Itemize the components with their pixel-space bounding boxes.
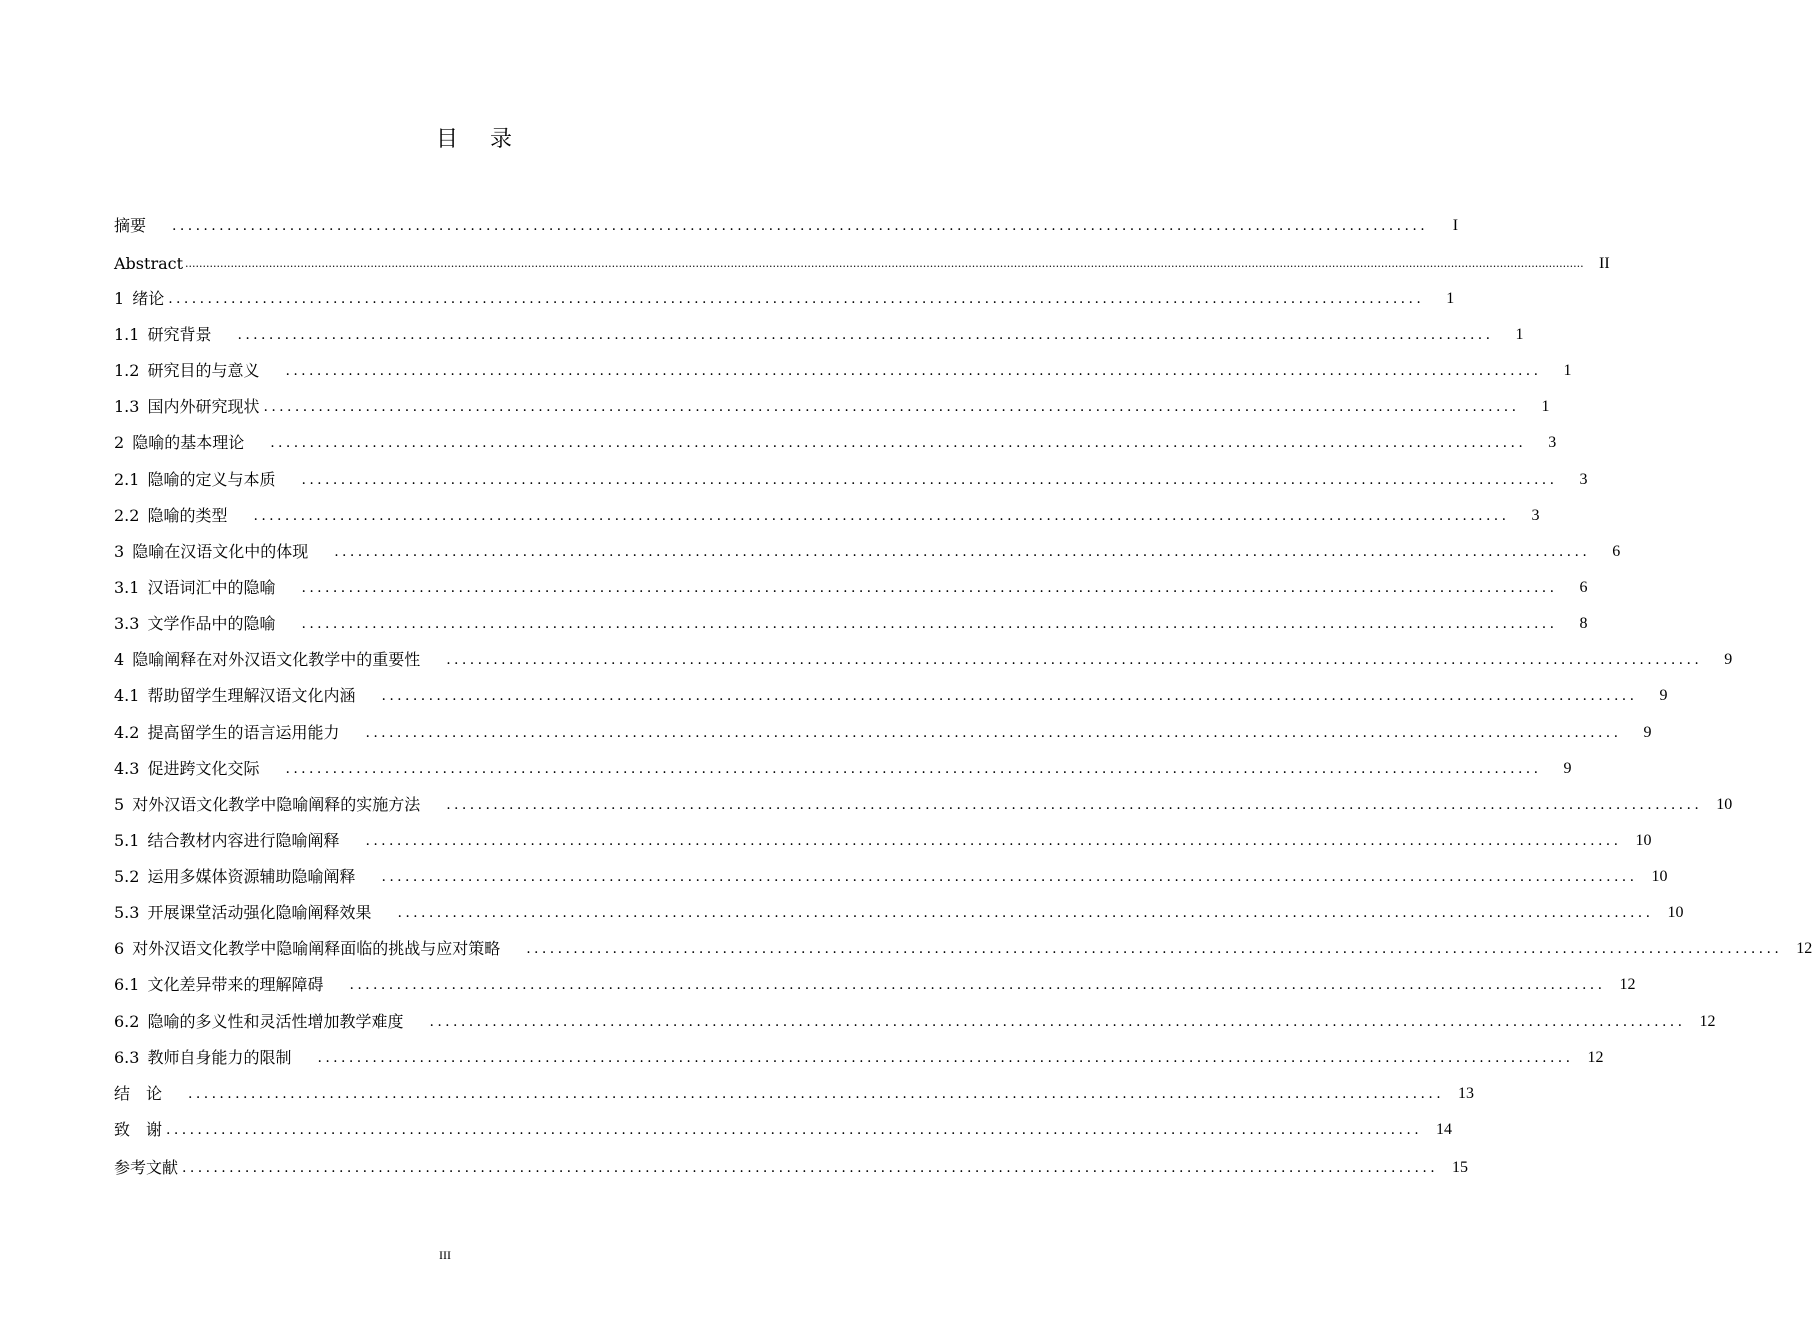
toc-entry-label <box>114 1044 291 1072</box>
dot-leader: ................................................................................................................................................................ <box>334 544 1591 560</box>
toc-entry-title: 提高留学生的语言运用能力 <box>147 723 340 742</box>
toc-entry-page-number: 9 <box>1659 687 1668 704</box>
toc-entry-label <box>114 1080 162 1108</box>
toc-entry[interactable] <box>114 791 1733 819</box>
toc-entry[interactable] <box>114 971 1636 999</box>
toc-entry-number: 6.1 <box>114 975 140 994</box>
toc-entry-number: 3 <box>114 542 125 561</box>
dot-leader: ................................................................................................................................................................ <box>301 616 1558 632</box>
toc-entry-title: 研究目的与意义 <box>147 361 260 380</box>
toc-entry-page-number: II <box>1599 255 1610 272</box>
toc-entry-number: 2.1 <box>114 470 140 489</box>
toc-entry[interactable] <box>114 250 1610 278</box>
toc-entry-label <box>114 971 323 999</box>
toc-entry[interactable] <box>114 682 1668 710</box>
toc-entry-page-number: 9 <box>1724 651 1733 668</box>
dot-leader: ................................................................................................................................................................ <box>381 688 1638 704</box>
toc-entry-number: 5 <box>114 795 125 814</box>
toc-entry[interactable] <box>114 755 1572 783</box>
toc-entry-title: 文化差异带来的理解障碍 <box>147 975 324 994</box>
toc-entry-label <box>114 899 371 927</box>
toc-entry[interactable] <box>114 827 1652 855</box>
toc-entry-number: 6 <box>114 939 125 958</box>
toc-entry-label <box>114 429 244 457</box>
toc-entry-title: 文学作品中的隐喻 <box>147 614 276 633</box>
toc-entry-title: 隐喻的定义与本质 <box>147 470 276 489</box>
toc-entry-title: 致 谢 <box>114 1120 163 1139</box>
toc-entry-title: 隐喻的多义性和灵活性增加教学难度 <box>147 1012 404 1031</box>
toc-entry[interactable] <box>114 935 1812 963</box>
toc-entry-page-number: 6 <box>1612 543 1621 560</box>
toc-entry-number: 5.1 <box>114 831 140 850</box>
toc-entry-title: 隐喻的类型 <box>147 506 228 525</box>
dot-leader: ................................................................................................................................................................ <box>301 472 1558 488</box>
dot-leader: ................................................................................................................................................................ <box>285 761 1542 777</box>
toc-entry-page-number: 15 <box>1452 1159 1469 1176</box>
toc-entry-title: 对外汉语文化教学中隐喻阐释面临的挑战与应对策略 <box>132 939 501 958</box>
toc-entry-page-number: 10 <box>1635 832 1652 849</box>
toc-entry-number: 4.1 <box>114 686 140 705</box>
toc-entry[interactable] <box>114 646 1733 674</box>
toc-entry-page-number: 9 <box>1563 760 1572 777</box>
toc-entry[interactable] <box>114 719 1652 747</box>
toc-entry-label <box>114 935 500 963</box>
toc-entry-number: 2 <box>114 433 125 452</box>
toc-entry-label <box>114 646 420 674</box>
dot-leader: ................................................................................................................................................................ <box>270 435 1527 451</box>
dot-leader: ................................................................................................................................................................ <box>253 508 1510 524</box>
toc-entry-number: 2.2 <box>114 506 140 525</box>
dot-leader: ................................................................................................................................................................ <box>365 725 1622 741</box>
toc-entry-title: 汉语词汇中的隐喻 <box>147 578 276 597</box>
toc-entry-label <box>114 502 227 530</box>
dot-leader: ................................................................................................................................................................ <box>317 1050 1574 1066</box>
toc-entry-label <box>114 1008 403 1036</box>
dot-leader: ................................................................................................................................................................ <box>446 652 1703 668</box>
toc-entry-page-number: 6 <box>1579 579 1588 596</box>
toc-entry-number: 1.3 <box>114 397 140 416</box>
toc-entry-title: 国内外研究现状 <box>147 397 260 416</box>
toc-entry[interactable] <box>114 1154 1469 1182</box>
toc-entry-title: 研究背景 <box>147 325 212 344</box>
toc-entry-label <box>114 321 211 349</box>
toc-entry-label <box>114 212 146 240</box>
toc-entry-page-number: 12 <box>1587 1049 1604 1066</box>
dot-leader: ................................................................................................................................................................ <box>526 941 1783 957</box>
toc-entry-label <box>114 538 308 566</box>
title-char-1: 目 <box>435 127 460 152</box>
toc-entry[interactable] <box>114 610 1588 638</box>
toc-entry-label <box>114 863 355 891</box>
toc-entry-number: 4.2 <box>114 723 140 742</box>
toc-entry-title: 帮助留学生理解汉语文化内涵 <box>147 686 356 705</box>
toc-entry-number: 1.2 <box>114 361 140 380</box>
toc-entry-title: Abstract <box>114 254 184 273</box>
toc-entry-page-number: 1 <box>1515 326 1524 343</box>
toc-entry-label <box>114 682 355 710</box>
toc-entry-page-number: 12 <box>1699 1013 1716 1030</box>
toc-entry-page-number: 10 <box>1716 796 1733 813</box>
toc-entry-title: 促进跨文化交际 <box>147 759 260 778</box>
toc-entry[interactable] <box>114 1044 1604 1072</box>
toc-entry-title: 开展课堂活动强化隐喻阐释效果 <box>147 903 372 922</box>
toc-entry-page-number: 3 <box>1531 507 1540 524</box>
toc-entry-page-number: 8 <box>1579 615 1588 632</box>
toc-entry[interactable] <box>114 393 1550 421</box>
toc-entry-number: 5.3 <box>114 903 140 922</box>
toc-entry-page-number: 1 <box>1541 398 1550 415</box>
toc-entry-title: 摘要 <box>114 216 147 235</box>
toc-entry-label <box>114 1154 178 1182</box>
page-title <box>0 122 950 153</box>
toc-entry-number: 6.3 <box>114 1048 140 1067</box>
toc-entry[interactable] <box>114 321 1524 349</box>
toc-entry[interactable] <box>114 1116 1453 1144</box>
dot-leader: ................................................................................................................................................................................................................................................................................................................................................................................................................ <box>185 257 1584 270</box>
toc-entry[interactable] <box>114 863 1668 891</box>
dot-leader: ................................................................................................................................................................ <box>166 1122 1423 1138</box>
toc-entry-page-number: 3 <box>1579 471 1588 488</box>
dot-leader: ................................................................................................................................................................ <box>172 218 1429 234</box>
dot-leader: ................................................................................................................................................................ <box>381 869 1638 885</box>
toc-entry-number: 5.2 <box>114 867 140 886</box>
toc-entry-number: 6.2 <box>114 1012 140 1031</box>
toc-entry[interactable] <box>114 899 1684 927</box>
toc-entry-label <box>114 250 183 278</box>
toc-entry-label <box>114 610 275 638</box>
toc-entry[interactable] <box>114 429 1557 457</box>
toc-entry[interactable] <box>114 502 1540 530</box>
toc-entry-title: 绪论 <box>132 289 165 308</box>
toc-entry[interactable] <box>114 357 1572 385</box>
toc-entry-title: 结 论 <box>114 1084 163 1103</box>
dot-leader: ................................................................................................................................................................ <box>237 327 1494 343</box>
footer-page-number: III <box>439 1248 451 1262</box>
toc-entry-number: 4 <box>114 650 125 669</box>
toc-entry-title: 运用多媒体资源辅助隐喻阐释 <box>147 867 356 886</box>
toc-entry-label <box>114 791 420 819</box>
dot-leader: ................................................................................................................................................................ <box>188 1086 1445 1102</box>
title-char-2: 录 <box>490 127 515 152</box>
toc-entry-page-number: 9 <box>1643 724 1652 741</box>
toc-entry-page-number: 10 <box>1667 904 1684 921</box>
toc-entry-page-number: 1 <box>1446 290 1455 307</box>
toc-entry[interactable] <box>114 1080 1475 1108</box>
toc-entry[interactable] <box>114 285 1455 313</box>
toc-entry[interactable] <box>114 466 1588 494</box>
toc-entry-page-number: 1 <box>1563 362 1572 379</box>
toc-entry-number: 1 <box>114 289 125 308</box>
toc-entry-page-number: 3 <box>1548 434 1557 451</box>
toc-entry-label <box>114 755 259 783</box>
toc-entry-page-number: 12 <box>1619 976 1636 993</box>
toc-entry-page-number: 10 <box>1651 868 1668 885</box>
toc-entry-label <box>114 574 275 602</box>
toc-entry-title: 参考文献 <box>114 1158 179 1177</box>
dot-leader: ................................................................................................................................................................ <box>429 1014 1686 1030</box>
toc-entry-title: 对外汉语文化教学中隐喻阐释的实施方法 <box>132 795 421 814</box>
toc-entry-label <box>114 719 339 747</box>
toc-entry-title: 结合教材内容进行隐喻阐释 <box>147 831 340 850</box>
toc-entry-number: 1.1 <box>114 325 140 344</box>
toc-entry[interactable] <box>114 1008 1716 1036</box>
dot-leader: ................................................................................................................................................................ <box>397 905 1654 921</box>
toc-entry[interactable] <box>114 538 1621 566</box>
toc-entry-title: 隐喻在汉语文化中的体现 <box>132 542 309 561</box>
toc-entry-number: 4.3 <box>114 759 140 778</box>
dot-leader: ................................................................................................................................................................ <box>285 363 1542 379</box>
toc-entry-label <box>114 285 164 313</box>
dot-leader: ................................................................................................................................................................ <box>301 580 1558 596</box>
toc-entry-page-number: 12 <box>1796 940 1812 957</box>
toc-entry-page-number: 13 <box>1458 1085 1475 1102</box>
toc-entry-label <box>114 1116 162 1144</box>
dot-leader: ................................................................................................................................................................ <box>168 291 1425 307</box>
toc-entry-label <box>114 466 275 494</box>
toc-entry-label <box>114 357 259 385</box>
toc-entry-page-number: 14 <box>1436 1121 1453 1138</box>
dot-leader: ................................................................................................................................................................ <box>263 399 1520 415</box>
toc-entry-number: 3.1 <box>114 578 140 597</box>
toc-entry[interactable] <box>114 212 1459 240</box>
dot-leader: ................................................................................................................................................................ <box>365 833 1622 849</box>
dot-leader: ................................................................................................................................................................ <box>182 1160 1439 1176</box>
dot-leader: ................................................................................................................................................................ <box>349 977 1606 993</box>
dot-leader: ................................................................................................................................................................ <box>446 797 1703 813</box>
toc-entry-label <box>114 827 339 855</box>
toc-entry-title: 隐喻阐释在对外汉语文化教学中的重要性 <box>132 650 421 669</box>
toc-entry[interactable] <box>114 574 1588 602</box>
toc-entry-page-number: I <box>1452 217 1459 234</box>
toc-entry-title: 隐喻的基本理论 <box>132 433 245 452</box>
toc-entry-number: 3.3 <box>114 614 140 633</box>
toc-entry-title: 教师自身能力的限制 <box>147 1048 292 1067</box>
toc-entry-label <box>114 393 259 421</box>
